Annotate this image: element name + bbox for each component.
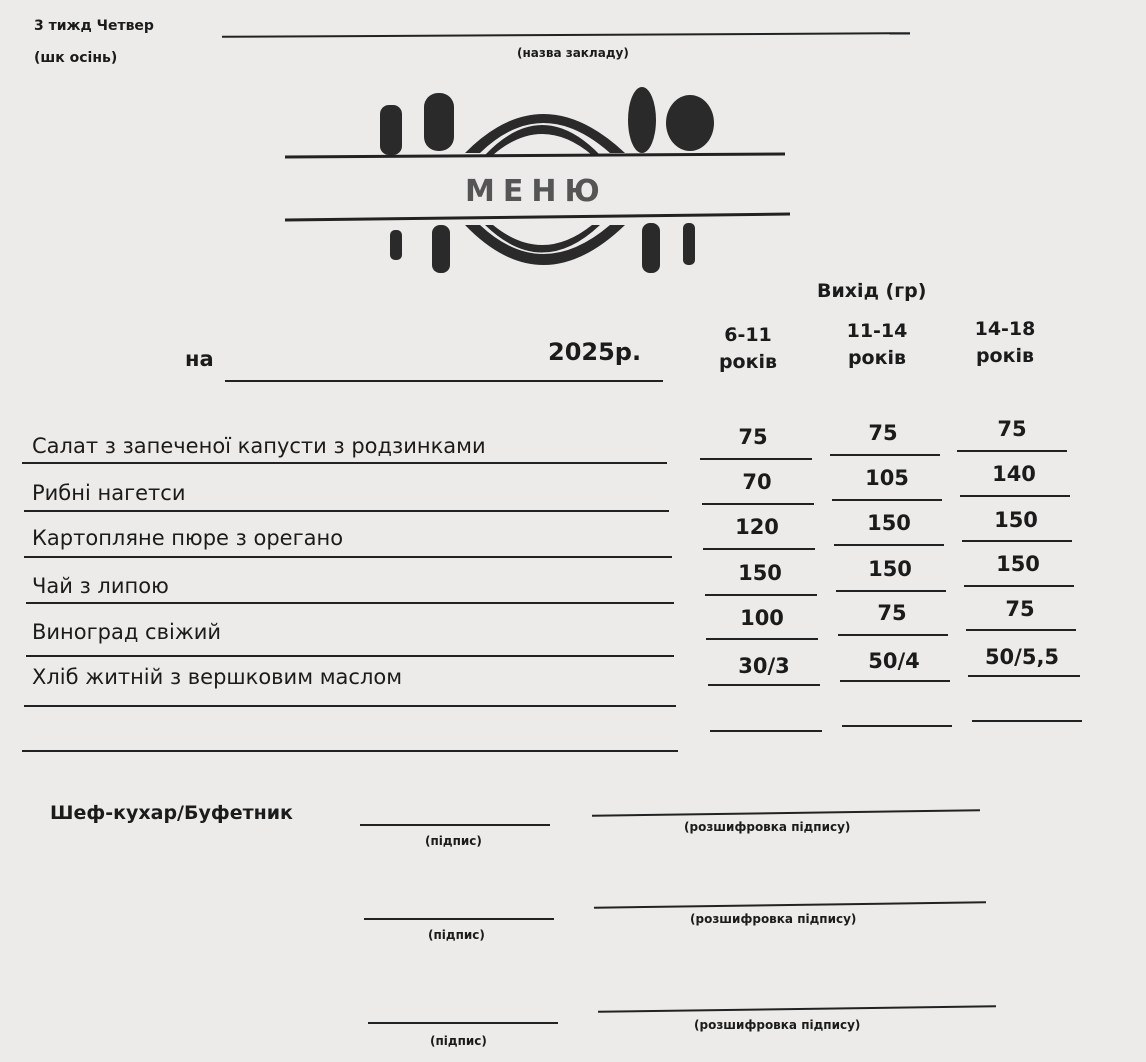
date-line[interactable] [225,380,663,382]
portion-value: 105 [865,466,909,490]
age-group-1-header: 6-11 років [718,324,778,373]
decode-caption: (розшифровка підпису) [694,1018,861,1032]
decode-line[interactable] [592,809,980,816]
date-prefix: на [185,347,214,371]
date-year: 2025р. [548,338,642,366]
portion-value: 50/5,5 [984,645,1060,669]
menu-item-name: Рибні нагетси [32,481,186,505]
portion-value: 150 [738,561,782,585]
portion-value: 100 [740,606,784,630]
decode-caption: (розшифровка підпису) [690,912,857,926]
age-group-3-header: 14-18 років [974,318,1036,367]
portion-value: 150 [994,508,1038,532]
portion-value: 150 [868,557,912,581]
output-title: Вихід (гр) [817,280,927,302]
week-day-label: 3 тижд Четвер [34,18,154,34]
signature-line[interactable] [364,918,554,920]
age-group-2-header: 11-14 років [846,320,908,369]
menu-item-name: Салат з запеченої капусти з родзинками [32,434,486,458]
menu-item-name: Картопляне пюре з орегано [32,526,344,550]
decode-line[interactable] [594,901,986,908]
portion-value: 75 [997,417,1027,441]
decode-caption: (розшифровка підпису) [684,820,851,834]
portion-value: 120 [735,515,779,539]
portion-value: 75 [1005,597,1035,621]
decode-line[interactable] [598,1005,996,1013]
menu-item-name: Хліб житній з вершковим маслом [32,665,403,689]
portion-value: 75 [868,421,898,445]
portion-value: 150 [996,552,1040,576]
portion-value: 50/4 [868,649,920,673]
portion-value: 70 [742,470,772,494]
signature-role: Шеф-кухар/Буфетник [50,802,293,824]
portion-value: 150 [867,511,911,535]
portion-value: 140 [992,462,1036,486]
menu-item-name: Виноград свіжий [32,620,222,644]
portion-value: 75 [877,601,907,625]
season-label: (шк осінь) [34,50,118,66]
portion-value: 75 [738,425,768,449]
institution-name-line[interactable] [222,32,910,38]
menu-logo [280,75,800,280]
signature-line[interactable] [368,1022,558,1024]
institution-caption: (назва закладу) [517,46,629,60]
signature-line[interactable] [360,824,550,826]
signature-caption: (підпис) [428,928,485,942]
portion-value: 30/3 [738,654,790,678]
signature-caption: (підпис) [430,1034,487,1048]
menu-title: МЕНЮ [465,174,608,209]
signature-caption: (підпис) [425,834,482,848]
menu-item-name: Чай з липою [32,574,169,598]
